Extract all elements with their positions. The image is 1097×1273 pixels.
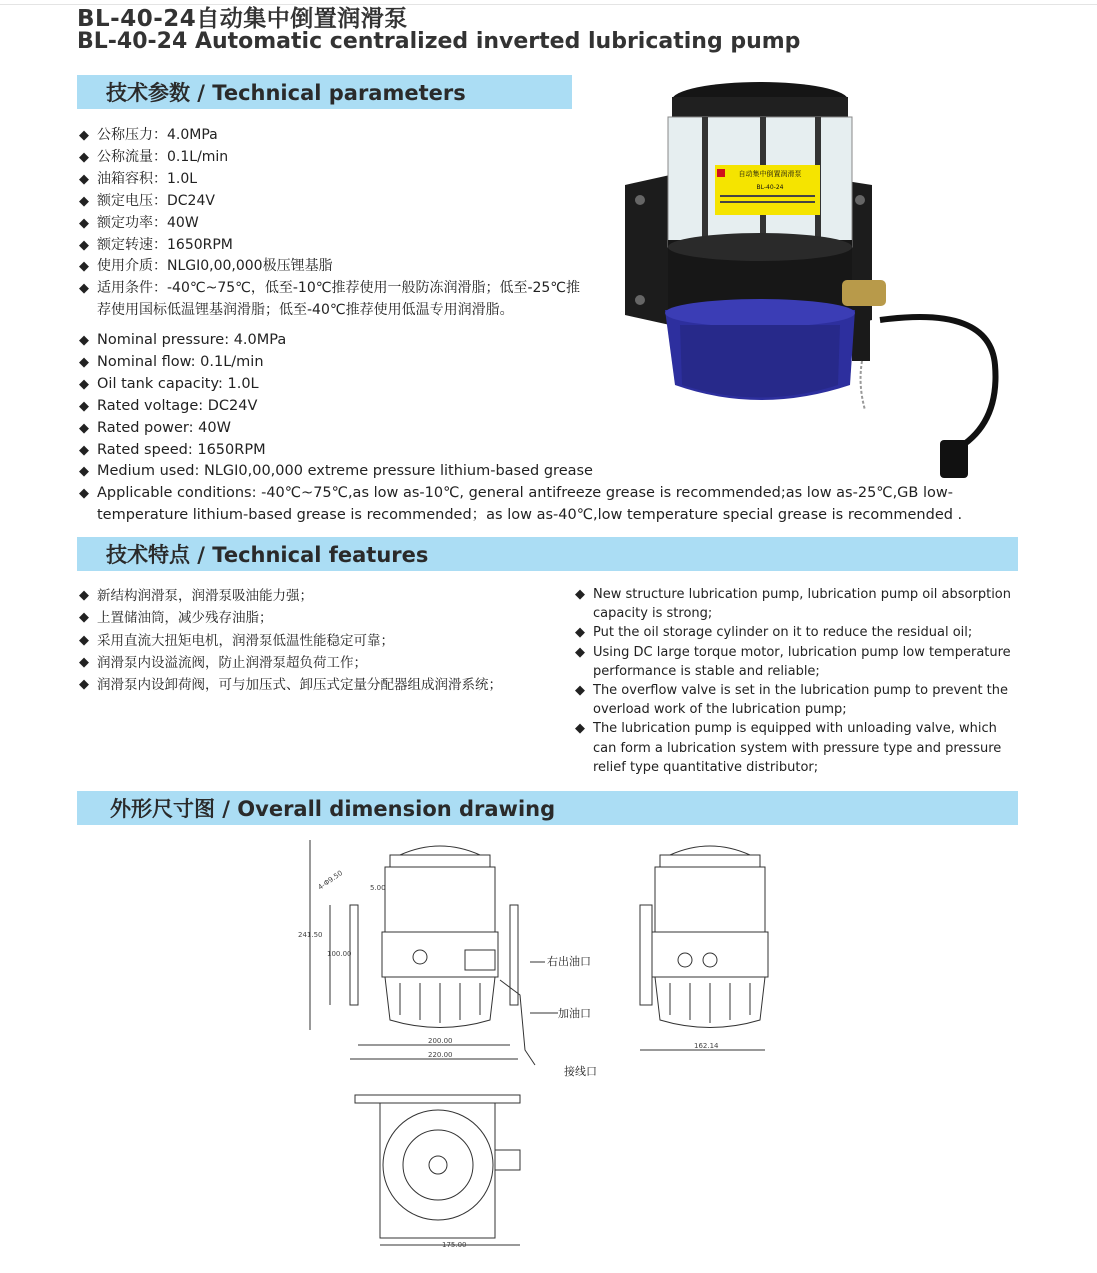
list-item: ◆ 额定电压：DC24V (79, 191, 580, 213)
list-item: ◆ Nominal flow: 0.1L/min (79, 352, 962, 374)
page-title-cn: BL-40-24自动集中倒置润滑泵 (77, 6, 408, 32)
list-item: ◆ Medium used: NLGI0,00,000 extreme pressure lithium-based grease (79, 461, 962, 483)
list-item: ◆ 使用介质：NLGI0,00,000极压锂基脂 (79, 256, 580, 278)
list-item: ◆ Rated speed: 1650RPM (79, 440, 962, 462)
cond-line-2: 荐使用国标低温锂基润滑脂；低至-40℃推荐使用低温专用润滑脂。 (97, 302, 514, 319)
features-cn-list (79, 585, 502, 696)
params-section-title: 技术参数 / Technical parameters (106, 81, 466, 105)
list-item: ◆ The overflow valve is set in the lubrication pump to prevent the overload work of the lubrication pump; (575, 681, 1023, 719)
list-item: ◆ 油箱容积：1.0L (79, 169, 580, 191)
dim-height: 241.50 (298, 931, 323, 939)
list-item: ◆ Rated voltage: DC24V (79, 396, 962, 418)
list-item: ◆ Applicable conditions: -40℃~75℃,as low as-10℃, general antifreeze grease is recommended;as low as-25℃,GB low- (79, 483, 962, 505)
list-item: ◆ Put the oil storage cylinder on it to reduce the residual oil; (575, 623, 1023, 642)
list-item: ◆ 公称流量：0.1L/min (79, 147, 580, 169)
features-en-list (575, 585, 1023, 777)
cond-line-2: temperature lithium-based grease is recommended；as low as-40℃,low temperature special grease is recommended . (97, 507, 963, 524)
dim-hole: 4-Φ9.50 (316, 868, 345, 892)
list-item: ◆ New structure lubrication pump, lubrication pump oil absorption capacity is strong; (575, 585, 1023, 623)
list-item: ◆ Using DC large torque motor, lubrication pump low temperature performance is stable and reliable; (575, 643, 1023, 681)
list-item: ◆ The lubrication pump is equipped with unloading valve, which can form a lubrication system with pressure type and pressure relief type quantitative distributor; (575, 719, 1023, 777)
list-item: ◆ 上置储油筒，减少残存油脂； (79, 607, 502, 629)
dim-mount: 100.00 (327, 950, 352, 958)
params-cn-list (79, 125, 580, 322)
dimension-drawing (290, 835, 790, 1265)
list-item: ◆ 额定转速：1650RPM (79, 235, 580, 257)
dim-200: 200.00 (428, 1037, 453, 1045)
photo-label-model: BL-40-24 (756, 184, 784, 191)
list-item-continuation (79, 505, 962, 527)
drawing-section-title: 外形尺寸图 / Overall dimension drawing (110, 797, 556, 821)
drawing-section-header (77, 791, 1018, 825)
list-item: ◆ 公称压力：4.0MPa (79, 125, 580, 147)
list-item: ◆ Oil tank capacity: 1.0L (79, 374, 962, 396)
list-item: ◆ Nominal pressure: 4.0MPa (79, 330, 962, 352)
label-wiring: 接线口 (564, 1065, 597, 1078)
list-item-continuation (79, 300, 580, 322)
features-section-header (77, 537, 1018, 571)
list-item: ◆ 适用条件：-40℃~75℃，低至-10℃推荐使用一般防冻润滑脂；低至-25℃推 (79, 278, 580, 300)
label-outlet: 右出油口 (547, 955, 591, 968)
features-section-title: 技术特点 / Technical features (106, 543, 429, 567)
pump-product-image (610, 65, 1010, 490)
photo-label-title: 自动集中倒置润滑泵 (738, 170, 802, 178)
list-item: ◆ 新结构润滑泵，润滑泵吸油能力强； (79, 585, 502, 607)
list-item: ◆ 采用直流大扭矩电机，润滑泵低温性能稳定可靠； (79, 630, 502, 652)
dim-side: 162.14 (694, 1042, 719, 1050)
list-item: ◆ 润滑泵内设卸荷阀，可与加压式、卸压式定量分配器组成润滑系统； (79, 674, 502, 696)
params-section-header (77, 75, 572, 109)
list-item: ◆ Rated power: 40W (79, 418, 962, 440)
dim-offset: 5.00 (370, 884, 386, 892)
dim-bottom: 175.00 (442, 1241, 467, 1249)
list-item: ◆ 润滑泵内设溢流阀，防止润滑泵超负荷工作； (79, 652, 502, 674)
dim-220: 220.00 (428, 1051, 453, 1059)
list-item: ◆ 额定功率：40W (79, 213, 580, 235)
label-filler: 加油口 (558, 1007, 591, 1020)
page-title-en: BL-40-24 Automatic centralized inverted lubricating pump (77, 29, 801, 54)
